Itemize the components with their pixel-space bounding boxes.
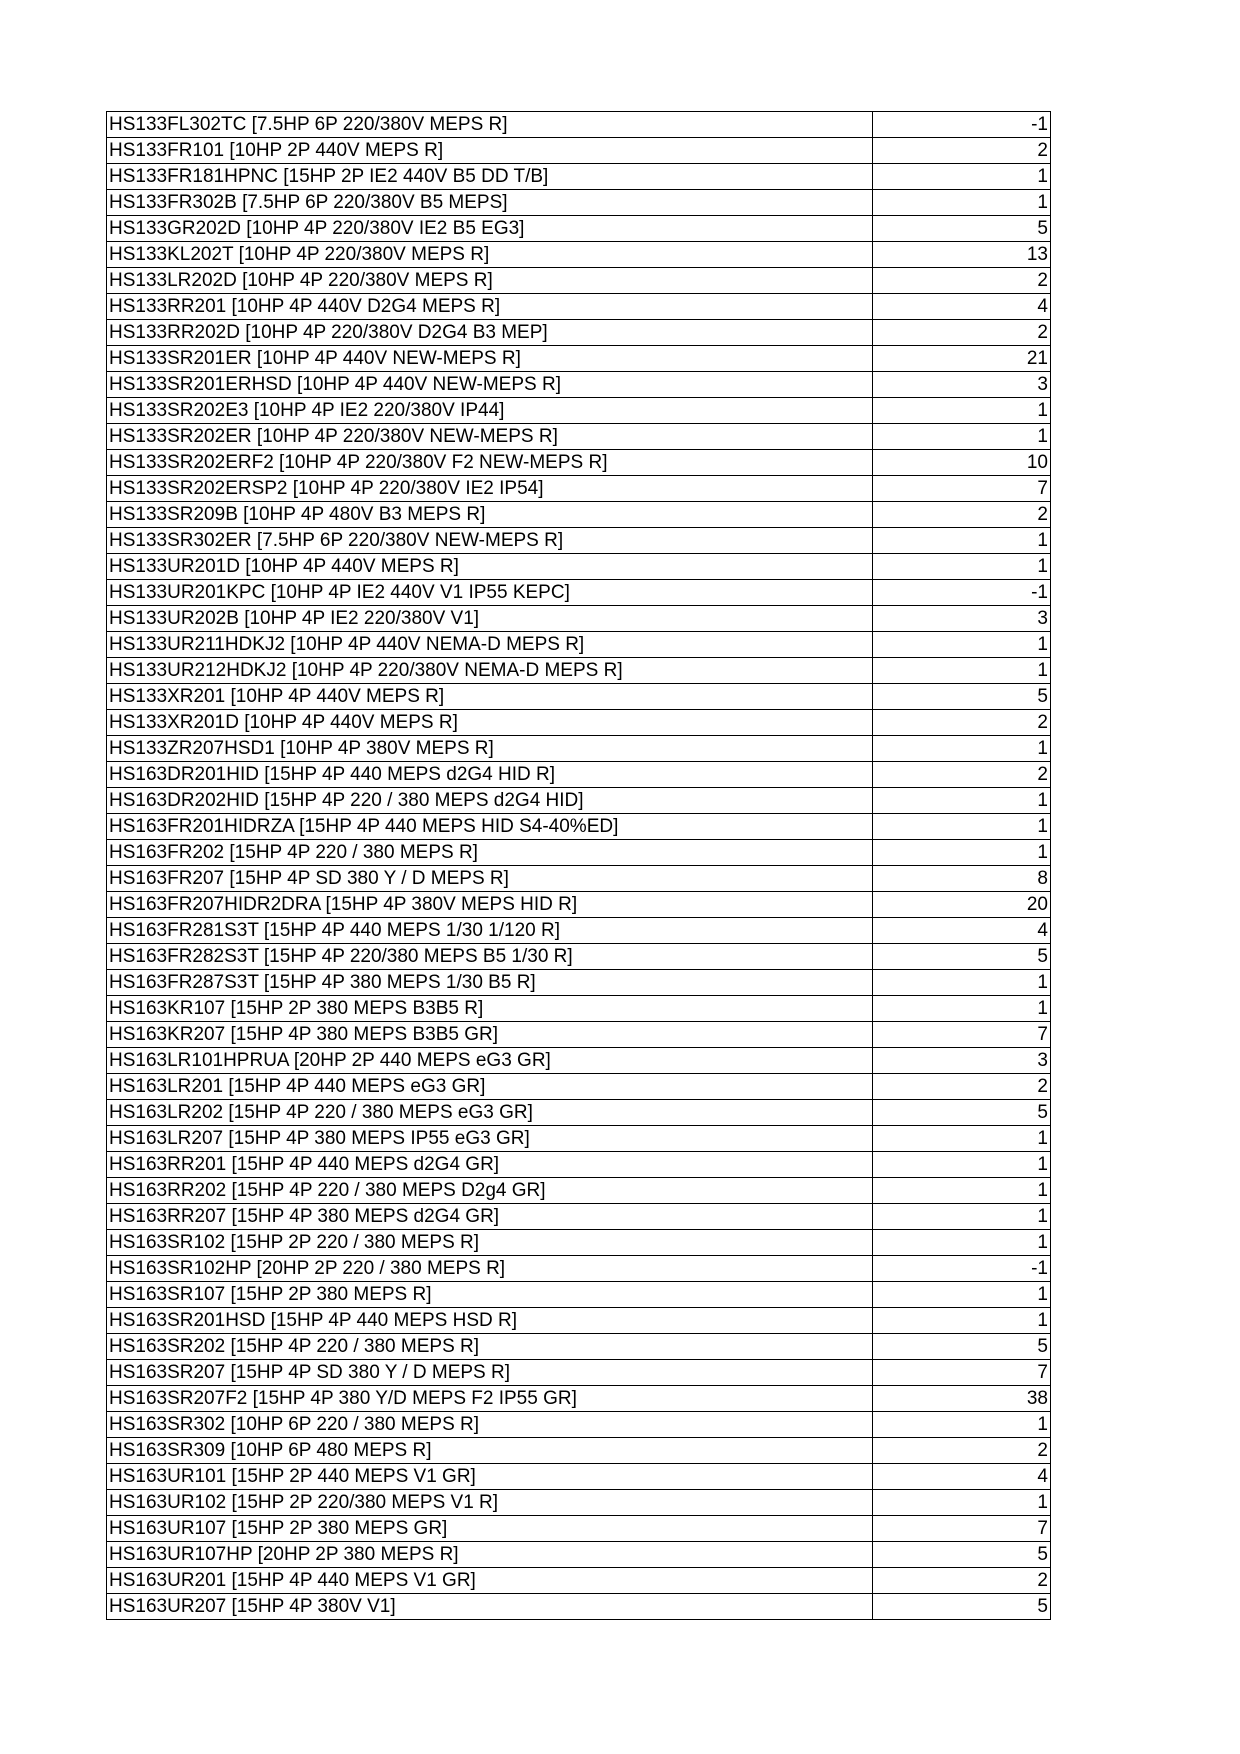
table-row bbox=[107, 970, 1051, 996]
quantity-cell: 2 bbox=[873, 1438, 1051, 1464]
quantity-cell: 1 bbox=[873, 1126, 1051, 1152]
quantity-cell: 2 bbox=[873, 710, 1051, 736]
quantity-cell: 2 bbox=[873, 268, 1051, 294]
item-description-cell: HS163KR207 [15HP 4P 380 MEPS B3B5 GR] bbox=[107, 1022, 873, 1048]
table-row bbox=[107, 1308, 1051, 1334]
quantity-cell: 21 bbox=[873, 346, 1051, 372]
table-row bbox=[107, 1152, 1051, 1178]
table-row bbox=[107, 242, 1051, 268]
quantity-cell: 10 bbox=[873, 450, 1051, 476]
quantity-cell: 5 bbox=[873, 1334, 1051, 1360]
quantity-cell: 8 bbox=[873, 866, 1051, 892]
item-description-cell: HS133SR202ERF2 [10HP 4P 220/380V F2 NEW-MEPS R] bbox=[107, 450, 873, 476]
quantity-cell: 2 bbox=[873, 502, 1051, 528]
quantity-cell: -1 bbox=[873, 580, 1051, 606]
item-description-cell: HS163UR101 [15HP 2P 440 MEPS V1 GR] bbox=[107, 1464, 873, 1490]
table-row bbox=[107, 892, 1051, 918]
table-row bbox=[107, 736, 1051, 762]
table-row bbox=[107, 1178, 1051, 1204]
item-description-cell: HS163SR202 [15HP 4P 220 / 380 MEPS R] bbox=[107, 1334, 873, 1360]
table-row bbox=[107, 606, 1051, 632]
quantity-cell: 1 bbox=[873, 1490, 1051, 1516]
quantity-cell: 5 bbox=[873, 1542, 1051, 1568]
item-description-cell: HS163SR207F2 [15HP 4P 380 Y/D MEPS F2 IP55 GR] bbox=[107, 1386, 873, 1412]
quantity-cell: 1 bbox=[873, 164, 1051, 190]
quantity-cell: 2 bbox=[873, 320, 1051, 346]
table-row bbox=[107, 1412, 1051, 1438]
table-row bbox=[107, 632, 1051, 658]
item-description-cell: HS163LR202 [15HP 4P 220 / 380 MEPS eG3 GR] bbox=[107, 1100, 873, 1126]
table-row bbox=[107, 528, 1051, 554]
table-row bbox=[107, 138, 1051, 164]
quantity-cell: 1 bbox=[873, 658, 1051, 684]
item-description-cell: HS163FR207 [15HP 4P SD 380 Y / D MEPS R] bbox=[107, 866, 873, 892]
table-row bbox=[107, 424, 1051, 450]
item-description-cell: HS163FR287S3T [15HP 4P 380 MEPS 1/30 B5 R] bbox=[107, 970, 873, 996]
table-row bbox=[107, 372, 1051, 398]
quantity-cell: 1 bbox=[873, 1412, 1051, 1438]
table-row bbox=[107, 788, 1051, 814]
item-description-cell: HS163UR102 [15HP 2P 220/380 MEPS V1 R] bbox=[107, 1490, 873, 1516]
item-description-cell: HS163FR201HIDRZA [15HP 4P 440 MEPS HID S4-40%ED] bbox=[107, 814, 873, 840]
item-description-cell: HS133SR302ER [7.5HP 6P 220/380V NEW-MEPS R] bbox=[107, 528, 873, 554]
item-description-cell: HS163SR207 [15HP 4P SD 380 Y / D MEPS R] bbox=[107, 1360, 873, 1386]
table-row bbox=[107, 1256, 1051, 1282]
quantity-cell: 3 bbox=[873, 1048, 1051, 1074]
table-row bbox=[107, 1360, 1051, 1386]
item-description-cell: HS163DR201HID [15HP 4P 440 MEPS d2G4 HID R] bbox=[107, 762, 873, 788]
item-description-cell: HS133XR201 [10HP 4P 440V MEPS R] bbox=[107, 684, 873, 710]
table-row bbox=[107, 476, 1051, 502]
item-description-cell: HS133XR201D [10HP 4P 440V MEPS R] bbox=[107, 710, 873, 736]
table-row bbox=[107, 1334, 1051, 1360]
item-description-cell: HS163SR107 [15HP 2P 380 MEPS R] bbox=[107, 1282, 873, 1308]
item-description-cell: HS163UR107HP [20HP 2P 380 MEPS R] bbox=[107, 1542, 873, 1568]
item-description-cell: HS133UR201D [10HP 4P 440V MEPS R] bbox=[107, 554, 873, 580]
table-row bbox=[107, 112, 1051, 138]
table-row bbox=[107, 1568, 1051, 1594]
quantity-cell: 2 bbox=[873, 1074, 1051, 1100]
item-description-cell: HS163UR207 [15HP 4P 380V V1] bbox=[107, 1594, 873, 1620]
table-row bbox=[107, 1282, 1051, 1308]
table-row bbox=[107, 164, 1051, 190]
item-description-cell: HS133SR202ER [10HP 4P 220/380V NEW-MEPS R] bbox=[107, 424, 873, 450]
item-description-cell: HS163FR202 [15HP 4P 220 / 380 MEPS R] bbox=[107, 840, 873, 866]
quantity-cell: 1 bbox=[873, 840, 1051, 866]
quantity-cell: 7 bbox=[873, 476, 1051, 502]
table-row bbox=[107, 1126, 1051, 1152]
item-description-cell: HS133UR212HDKJ2 [10HP 4P 220/380V NEMA-D MEPS R] bbox=[107, 658, 873, 684]
item-description-cell: HS133UR211HDKJ2 [10HP 4P 440V NEMA-D MEPS R] bbox=[107, 632, 873, 658]
item-description-cell: HS163FR207HIDR2DRA [15HP 4P 380V MEPS HID R] bbox=[107, 892, 873, 918]
item-description-cell: HS163LR101HPRUA [20HP 2P 440 MEPS eG3 GR] bbox=[107, 1048, 873, 1074]
item-description-cell: HS133SR209B [10HP 4P 480V B3 MEPS R] bbox=[107, 502, 873, 528]
item-description-cell: HS163LR201 [15HP 4P 440 MEPS eG3 GR] bbox=[107, 1074, 873, 1100]
table-row bbox=[107, 1438, 1051, 1464]
quantity-cell: 1 bbox=[873, 1178, 1051, 1204]
table-row bbox=[107, 268, 1051, 294]
table-row bbox=[107, 658, 1051, 684]
quantity-cell: 20 bbox=[873, 892, 1051, 918]
item-description-cell: HS133SR201ERHSD [10HP 4P 440V NEW-MEPS R] bbox=[107, 372, 873, 398]
inventory-table bbox=[106, 111, 1051, 1620]
quantity-cell: 3 bbox=[873, 606, 1051, 632]
quantity-cell: 1 bbox=[873, 1282, 1051, 1308]
quantity-cell: 13 bbox=[873, 242, 1051, 268]
table-row bbox=[107, 866, 1051, 892]
quantity-cell: 4 bbox=[873, 1464, 1051, 1490]
quantity-cell: 2 bbox=[873, 1568, 1051, 1594]
item-description-cell: HS163RR202 [15HP 4P 220 / 380 MEPS D2g4 GR] bbox=[107, 1178, 873, 1204]
table-row bbox=[107, 294, 1051, 320]
item-description-cell: HS163FR282S3T [15HP 4P 220/380 MEPS B5 1/30 R] bbox=[107, 944, 873, 970]
table-row bbox=[107, 216, 1051, 242]
item-description-cell: HS163UR107 [15HP 2P 380 MEPS GR] bbox=[107, 1516, 873, 1542]
table-row bbox=[107, 580, 1051, 606]
item-description-cell: HS133FR302B [7.5HP 6P 220/380V B5 MEPS] bbox=[107, 190, 873, 216]
item-description-cell: HS133RR201 [10HP 4P 440V D2G4 MEPS R] bbox=[107, 294, 873, 320]
quantity-cell: 2 bbox=[873, 138, 1051, 164]
quantity-cell: 1 bbox=[873, 788, 1051, 814]
quantity-cell: 4 bbox=[873, 918, 1051, 944]
quantity-cell: 1 bbox=[873, 632, 1051, 658]
quantity-cell: 1 bbox=[873, 554, 1051, 580]
quantity-cell: 7 bbox=[873, 1360, 1051, 1386]
item-description-cell: HS133KL202T [10HP 4P 220/380V MEPS R] bbox=[107, 242, 873, 268]
quantity-cell: -1 bbox=[873, 112, 1051, 138]
quantity-cell: 1 bbox=[873, 1230, 1051, 1256]
quantity-cell: 38 bbox=[873, 1386, 1051, 1412]
table-row bbox=[107, 346, 1051, 372]
table-row bbox=[107, 1386, 1051, 1412]
quantity-cell: 5 bbox=[873, 216, 1051, 242]
item-description-cell: HS133SR201ER [10HP 4P 440V NEW-MEPS R] bbox=[107, 346, 873, 372]
item-description-cell: HS163LR207 [15HP 4P 380 MEPS IP55 eG3 GR] bbox=[107, 1126, 873, 1152]
table-row bbox=[107, 918, 1051, 944]
quantity-cell: 1 bbox=[873, 1308, 1051, 1334]
item-description-cell: HS163FR281S3T [15HP 4P 440 MEPS 1/30 1/120 R] bbox=[107, 918, 873, 944]
item-description-cell: HS163SR309 [10HP 6P 480 MEPS R] bbox=[107, 1438, 873, 1464]
item-description-cell: HS163RR207 [15HP 4P 380 MEPS d2G4 GR] bbox=[107, 1204, 873, 1230]
quantity-cell: 1 bbox=[873, 736, 1051, 762]
quantity-cell: 5 bbox=[873, 1100, 1051, 1126]
quantity-cell: 1 bbox=[873, 1204, 1051, 1230]
quantity-cell: 1 bbox=[873, 970, 1051, 996]
item-description-cell: HS133LR202D [10HP 4P 220/380V MEPS R] bbox=[107, 268, 873, 294]
item-description-cell: HS133ZR207HSD1 [10HP 4P 380V MEPS R] bbox=[107, 736, 873, 762]
table-row bbox=[107, 1464, 1051, 1490]
item-description-cell: HS133UR202B [10HP 4P IE2 220/380V V1] bbox=[107, 606, 873, 632]
quantity-cell: 7 bbox=[873, 1516, 1051, 1542]
quantity-cell: 1 bbox=[873, 424, 1051, 450]
item-description-cell: HS133FR181HPNC [15HP 2P IE2 440V B5 DD T/B] bbox=[107, 164, 873, 190]
table-row bbox=[107, 1204, 1051, 1230]
item-description-cell: HS133RR202D [10HP 4P 220/380V D2G4 B3 MEP] bbox=[107, 320, 873, 346]
table-row bbox=[107, 398, 1051, 424]
item-description-cell: HS163SR102 [15HP 2P 220 / 380 MEPS R] bbox=[107, 1230, 873, 1256]
table-row bbox=[107, 762, 1051, 788]
table-row bbox=[107, 1022, 1051, 1048]
table-row bbox=[107, 1516, 1051, 1542]
table-row bbox=[107, 1230, 1051, 1256]
table-row bbox=[107, 710, 1051, 736]
item-description-cell: HS133UR201KPC [10HP 4P IE2 440V V1 IP55 KEPC] bbox=[107, 580, 873, 606]
quantity-cell: 1 bbox=[873, 814, 1051, 840]
quantity-cell: 5 bbox=[873, 684, 1051, 710]
quantity-cell: 4 bbox=[873, 294, 1051, 320]
quantity-cell: 1 bbox=[873, 1152, 1051, 1178]
quantity-cell: 1 bbox=[873, 190, 1051, 216]
table-row bbox=[107, 840, 1051, 866]
table-row bbox=[107, 1074, 1051, 1100]
table-row bbox=[107, 190, 1051, 216]
item-description-cell: HS133FL302TC [7.5HP 6P 220/380V MEPS R] bbox=[107, 112, 873, 138]
item-description-cell: HS163SR201HSD [15HP 4P 440 MEPS HSD R] bbox=[107, 1308, 873, 1334]
table-row bbox=[107, 320, 1051, 346]
quantity-cell: 1 bbox=[873, 528, 1051, 554]
item-description-cell: HS133SR202E3 [10HP 4P IE2 220/380V IP44] bbox=[107, 398, 873, 424]
quantity-cell: 1 bbox=[873, 996, 1051, 1022]
table-row bbox=[107, 1594, 1051, 1620]
item-description-cell: HS133GR202D [10HP 4P 220/380V IE2 B5 EG3] bbox=[107, 216, 873, 242]
table-row bbox=[107, 1542, 1051, 1568]
quantity-cell: -1 bbox=[873, 1256, 1051, 1282]
table-row bbox=[107, 554, 1051, 580]
table-row bbox=[107, 502, 1051, 528]
item-description-cell: HS133FR101 [10HP 2P 440V MEPS R] bbox=[107, 138, 873, 164]
item-description-cell: HS163RR201 [15HP 4P 440 MEPS d2G4 GR] bbox=[107, 1152, 873, 1178]
table-row bbox=[107, 814, 1051, 840]
quantity-cell: 1 bbox=[873, 398, 1051, 424]
item-description-cell: HS163SR102HP [20HP 2P 220 / 380 MEPS R] bbox=[107, 1256, 873, 1282]
table-row bbox=[107, 1048, 1051, 1074]
item-description-cell: HS163UR201 [15HP 4P 440 MEPS V1 GR] bbox=[107, 1568, 873, 1594]
item-description-cell: HS133SR202ERSP2 [10HP 4P 220/380V IE2 IP54] bbox=[107, 476, 873, 502]
table-row bbox=[107, 1100, 1051, 1126]
table-row bbox=[107, 996, 1051, 1022]
table-row bbox=[107, 684, 1051, 710]
item-description-cell: HS163DR202HID [15HP 4P 220 / 380 MEPS d2G4 HID] bbox=[107, 788, 873, 814]
quantity-cell: 7 bbox=[873, 1022, 1051, 1048]
inventory-table-body bbox=[107, 112, 1051, 1620]
quantity-cell: 5 bbox=[873, 1594, 1051, 1620]
quantity-cell: 3 bbox=[873, 372, 1051, 398]
item-description-cell: HS163SR302 [10HP 6P 220 / 380 MEPS R] bbox=[107, 1412, 873, 1438]
quantity-cell: 2 bbox=[873, 762, 1051, 788]
table-row bbox=[107, 1490, 1051, 1516]
item-description-cell: HS163KR107 [15HP 2P 380 MEPS B3B5 R] bbox=[107, 996, 873, 1022]
quantity-cell: 5 bbox=[873, 944, 1051, 970]
table-row bbox=[107, 944, 1051, 970]
table-row bbox=[107, 450, 1051, 476]
